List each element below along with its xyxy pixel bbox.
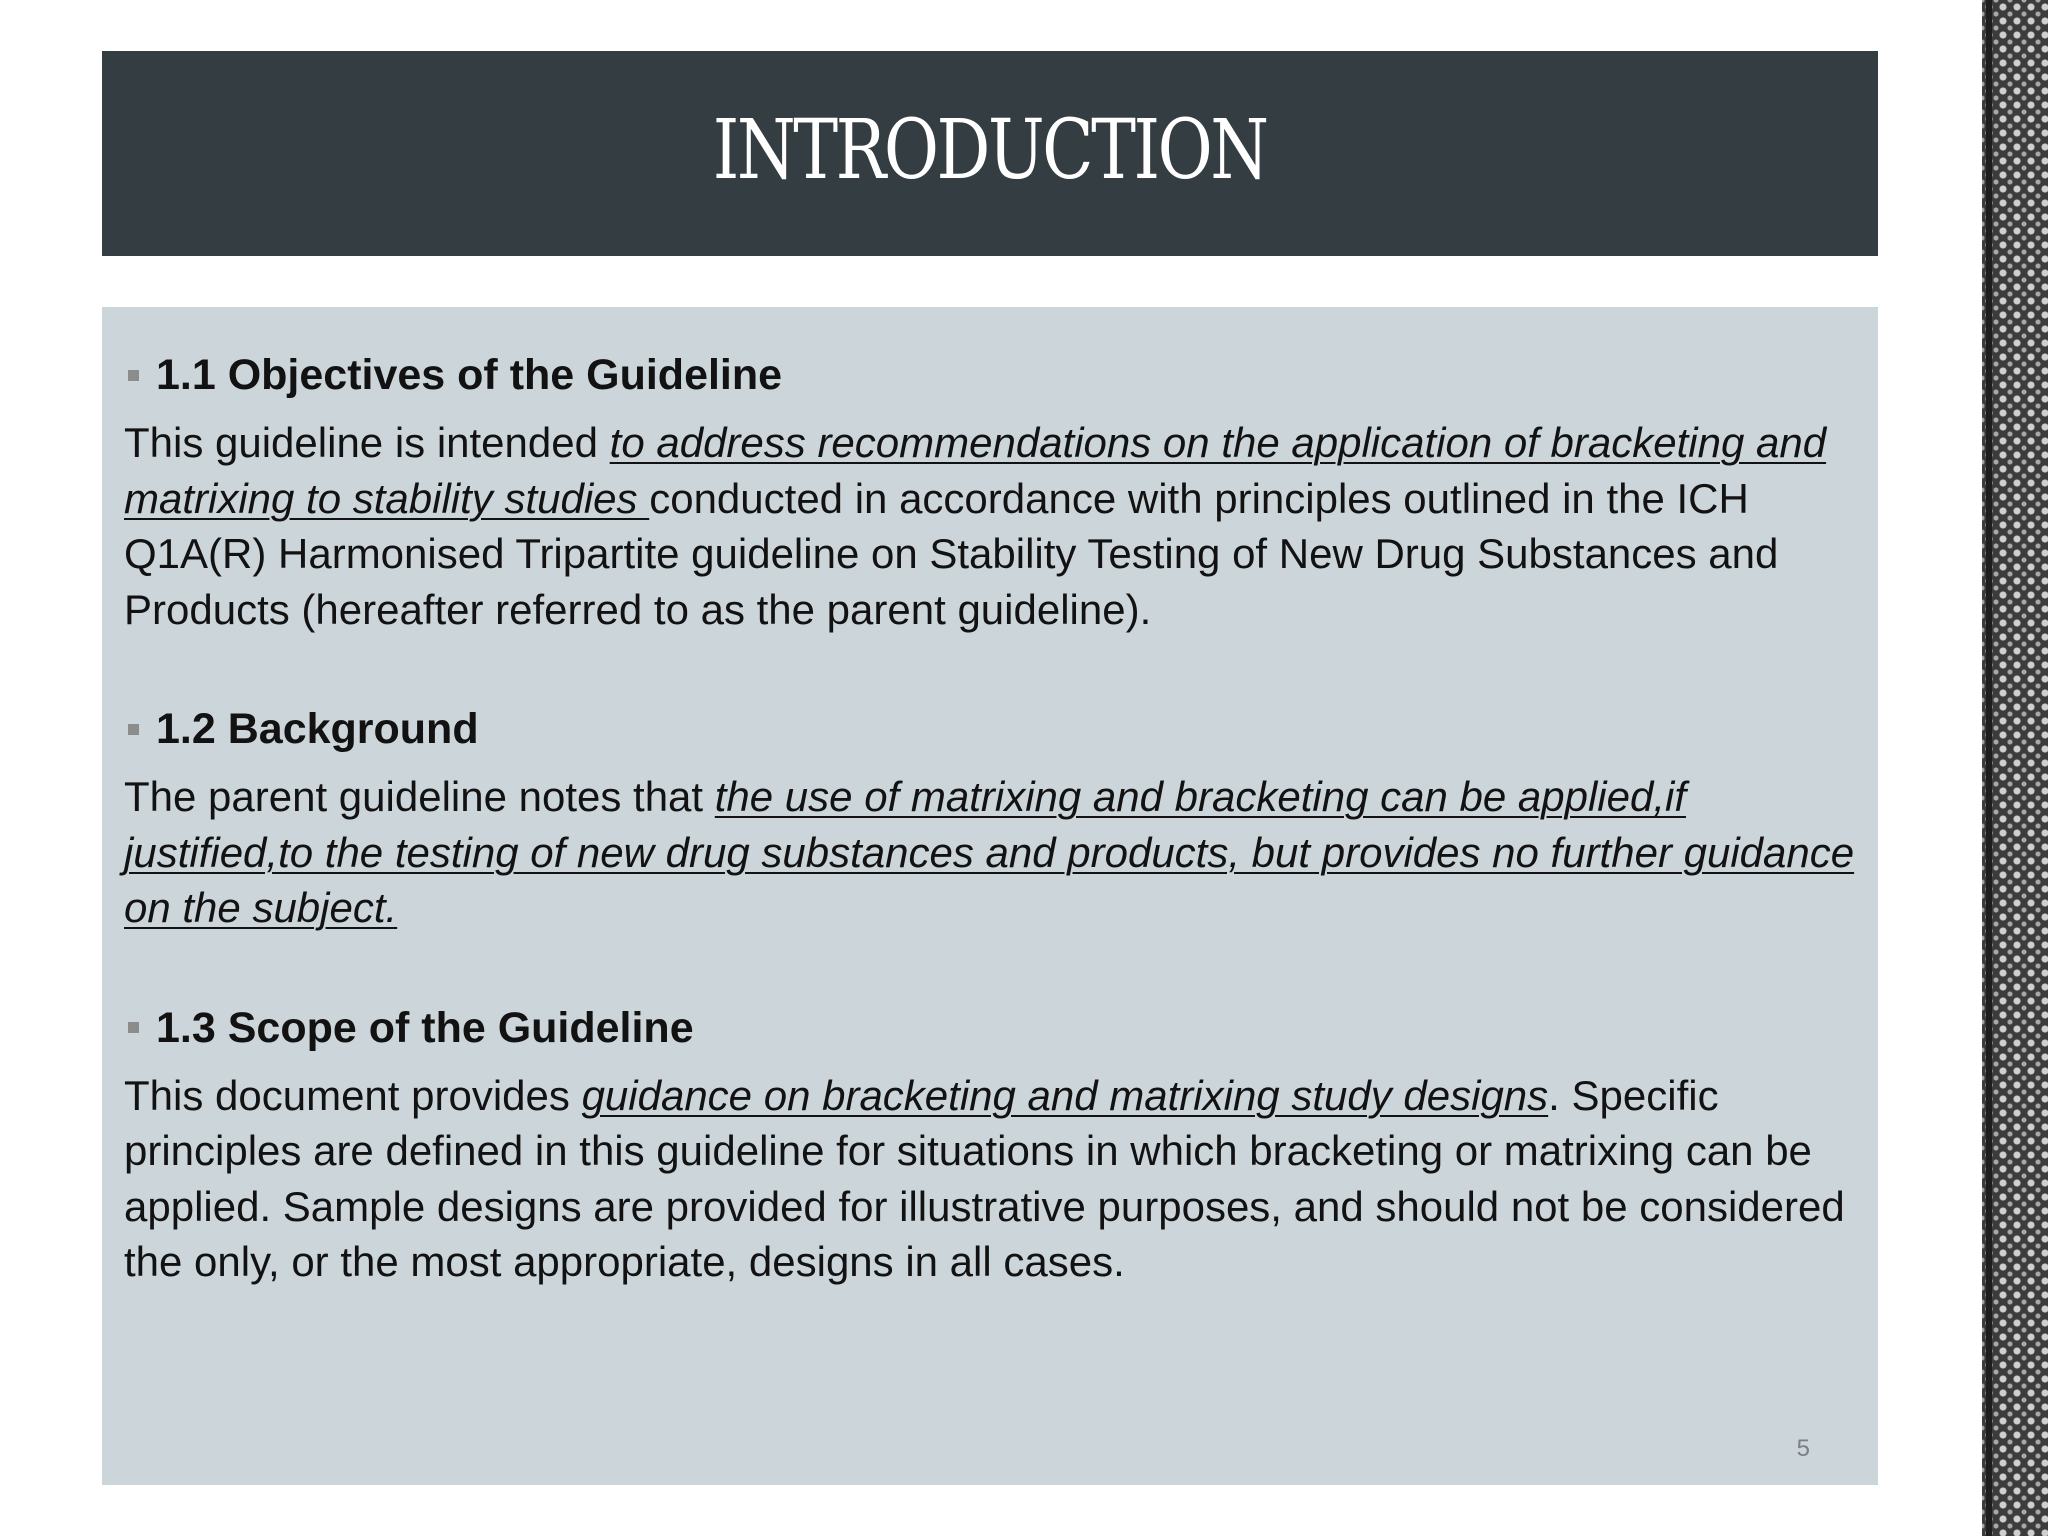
emphasized-text: guidance on bracketing and matrixing study designs xyxy=(581,1071,1549,1119)
emphasized-text: to address recommendations on the application of bracketing and matrixing to stability studies xyxy=(124,419,1827,522)
section-paragraph xyxy=(124,415,1856,637)
page-number: 5 xyxy=(1796,1435,1810,1462)
paragraph-text: conducted in accordance with principles outlined in the ICH Q1A(R) Harmonised Tripartite guideline on Stability Testing of New Drug Substances and Products (hereafter referred to as the parent guideline). xyxy=(124,474,1779,633)
slide-title: INTRODUCTION xyxy=(713,103,1267,198)
paragraph-text: This guideline is intended xyxy=(124,419,610,466)
section-scope xyxy=(124,1000,1856,1290)
section-heading xyxy=(124,347,1856,403)
section-paragraph xyxy=(124,1068,1856,1290)
content-box xyxy=(102,307,1878,1485)
square-bullet-icon xyxy=(128,1022,139,1033)
title-bar xyxy=(102,51,1878,256)
section-heading xyxy=(124,701,1856,757)
square-bullet-icon xyxy=(128,370,139,381)
decorative-edge-line xyxy=(1986,0,1992,1536)
heading-text: 1.1 Objectives of the Guideline xyxy=(156,351,783,399)
paragraph-text: . Specific principles are defined in this guideline for situations in which bracketing or matrixing can be applied. Sample designs are provided for illustrative purposes, and should not be considered the only, or the most appropriate, designs in all cases. xyxy=(124,1071,1845,1285)
section-heading xyxy=(124,1000,1856,1056)
section-objectives xyxy=(124,347,1856,637)
square-bullet-icon xyxy=(128,724,139,735)
section-paragraph xyxy=(124,769,1856,936)
emphasized-text: the use of matrixing and bracketing can be applied,if justified,to the testing of new drug substances and products, but provides no further guidance on the subject. xyxy=(124,773,1855,931)
heading-text: 1.3 Scope of the Guideline xyxy=(156,1003,694,1052)
paragraph-text: The parent guideline notes that xyxy=(124,773,715,820)
paragraph-text: This document provides xyxy=(124,1071,582,1119)
heading-text: 1.2 Background xyxy=(156,705,479,753)
section-background xyxy=(124,701,1856,936)
